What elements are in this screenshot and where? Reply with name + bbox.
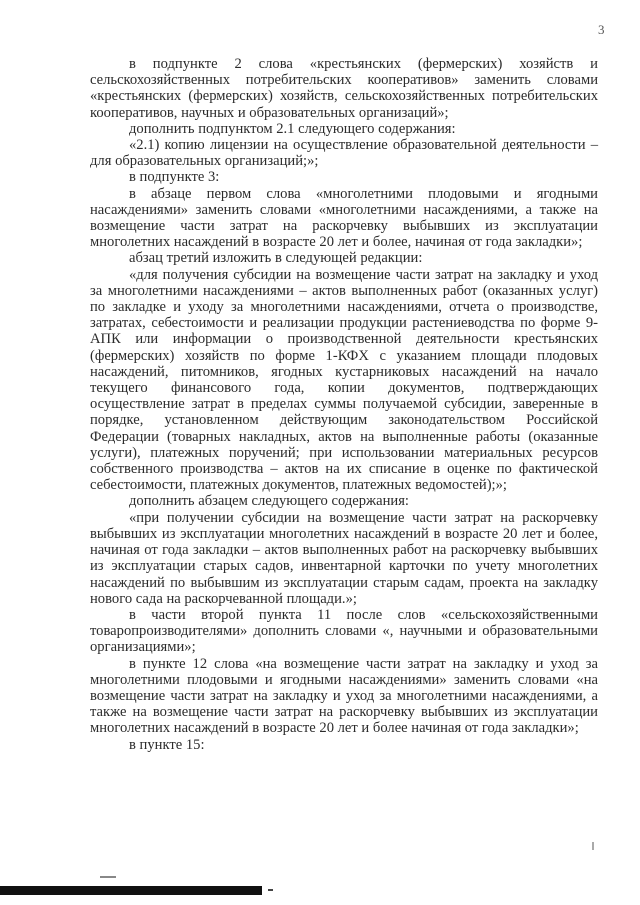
paragraph-9: «при получении субсидии на возмещение части затрат на раскорчевку выбывших из эксплуатации многолетних насаждений в возрасте 20 лет и более, начиная от года закладки – актов выполненных работ на раскорчевку выбывших из эксплуатации старых садов, инвентарной карточки по учету многолетних насаждений по выбывшим из эксплуатации старым садам, проекта на закладку нового сада на раскорчеванной площади.»;: [90, 509, 598, 607]
scan-edge-bar: [0, 886, 262, 895]
document-body: [90, 56, 598, 753]
paragraph-11: в пункте 12 слова «на возмещение части затрат на закладку и уход за многолетними плодовыми и ягодными насаждениями» заменить словами «на возмещение части затрат на закладку и уход за многолетними насаждениями, а также на возмещение части затрат на раскорчевку выбывших из эксплуатации многолетних насаждений в возрасте 20 лет и более начиная от года закладки»;: [90, 655, 598, 737]
paragraph-10: в части второй пункта 11 после слов «сельскохозяйственными товаропроизводителями» дополнить словами «, научными и образовательными организациями»;: [90, 606, 598, 656]
paragraph-3: «2.1) копию лицензии на осуществление образовательной деятельности – для образовательных организаций;»;: [90, 137, 598, 170]
scan-artifact-tick: [268, 889, 273, 891]
paragraph-1: в подпункте 2 слова «крестьянских (фермерских) хозяйств и сельскохозяйственных потребительских кооперативов» заменить словами «крестьянских (фермерских) хозяйств, сельскохозяйственных потребительских кооперативов, научных и образовательных организаций»;: [90, 56, 598, 121]
paragraph-8: дополнить абзацем следующего содержания:: [129, 493, 409, 510]
page-number: 3: [598, 22, 605, 37]
scan-artifact-speck: [100, 876, 116, 878]
paragraph-6: абзац третий изложить в следующей редакции:: [129, 250, 423, 267]
paragraph-12: в пункте 15:: [129, 736, 205, 753]
paragraph-4: в подпункте 3:: [129, 169, 220, 186]
scan-artifact-dot: [592, 842, 594, 850]
paragraph-7: «для получения субсидии на возмещение части затрат на закладку и уход за многолетними насаждениями – актов выполненных работ (оказанных услуг) по закладке и уходу за многолетними насаждениями, отчета о производстве, затратах, себестоимости и реализации продукции растениеводства по форме 9-АПК или информации о производственной деятельности крестьянских (фермерских) хозяйств по форме 1-КФХ с указанием площади плодовых насаждений, питомников, ягодных кустарниковых насаждений на начало текущего финансового года, копии документов, подтверждающих осуществление затрат в пределах суммы получаемой субсидии, заверенные в порядке, установленном действующим законодательством Российской Федерации (товарных накладных, актов на выполненные работы (оказанные услуги), платежных поручений; при использовании материальных ресурсов собственного производства – актов на их списание в оценке по фактической себестоимости, платежных документов, платежных ведомостей);»;: [90, 266, 598, 494]
paragraph-2: дополнить подпунктом 2.1 следующего содержания:: [129, 120, 456, 137]
paragraph-5: в абзаце первом слова «многолетними плодовыми и ягодными насаждениями» заменить словами «многолетними насаждениями, а также на возмещение части затрат на раскорчевку выбывших из эксплуатации многолетних насаждений в возрасте 20 лет и более, начиная от года закладки»;: [90, 185, 598, 251]
